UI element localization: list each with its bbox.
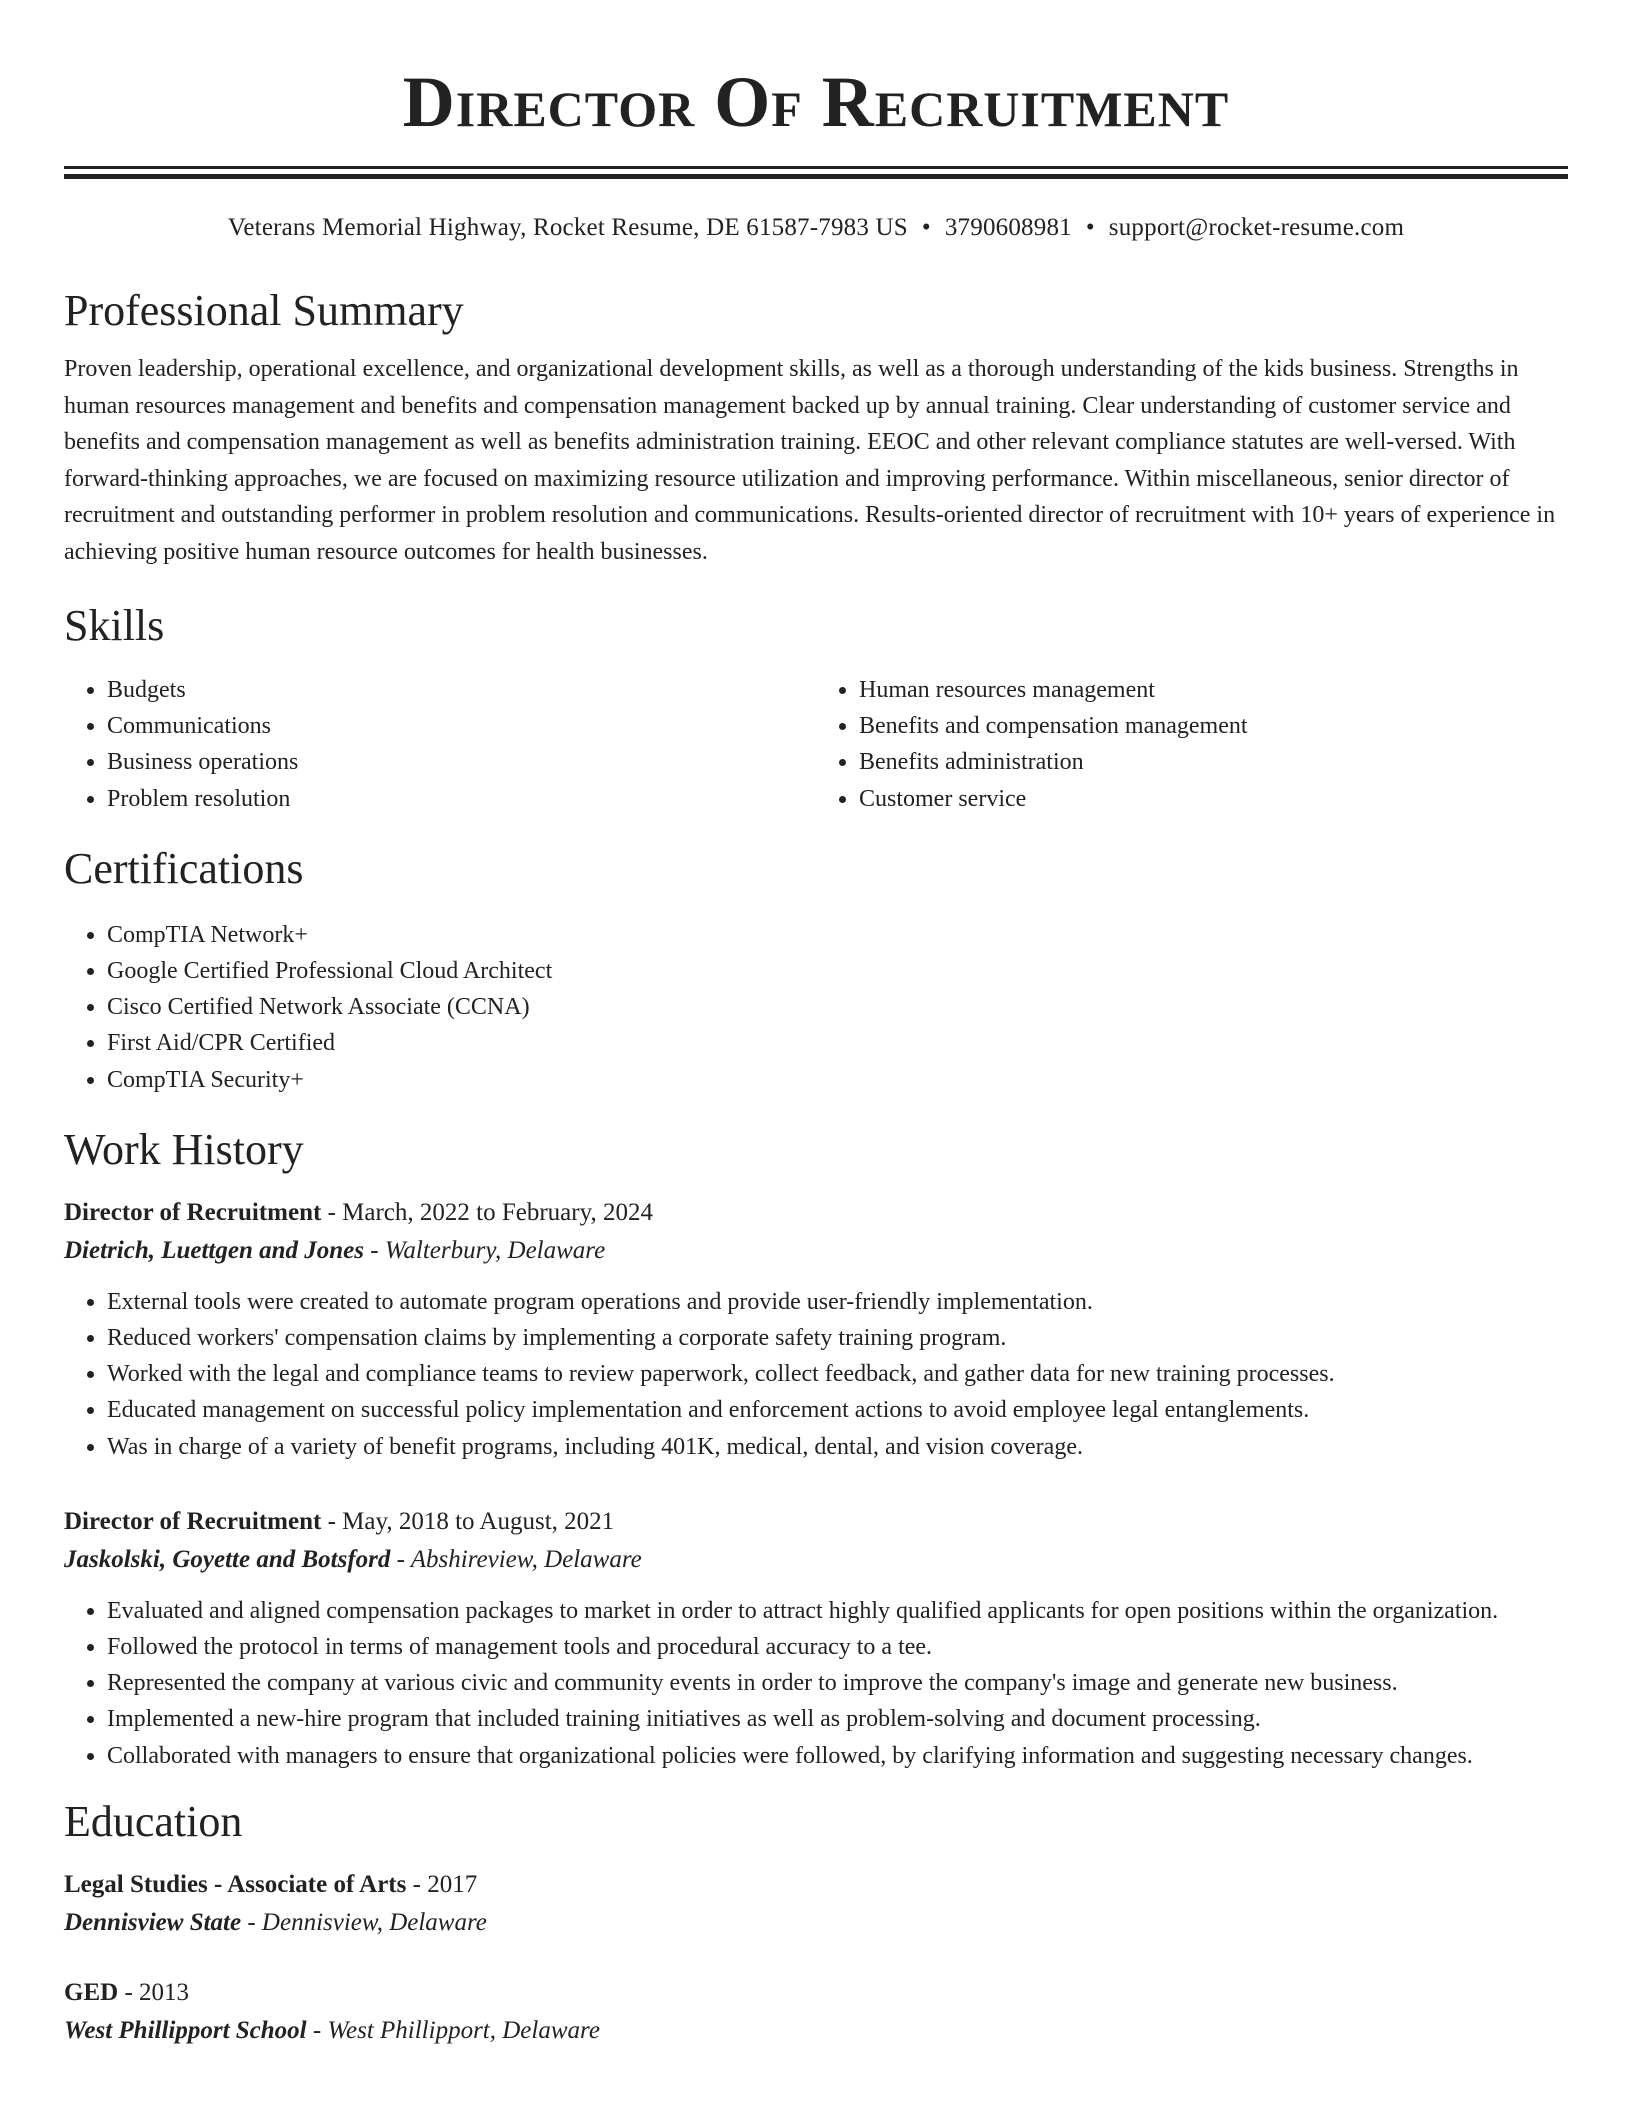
job-title-line <box>64 1503 1568 1541</box>
job-role: Director of Recruitment <box>64 1507 322 1535</box>
skill-item: • Problem resolution <box>107 781 816 817</box>
job-bullet: • Evaluated and aligned compensation packages to market in order to attract highly qualified applicants for open positions within the organization. <box>107 1593 1568 1629</box>
joiner: - <box>241 1908 262 1936</box>
job-dates: May, 2018 to August, 2021 <box>342 1507 615 1535</box>
skill-item: • Communications <box>107 708 816 744</box>
joiner: - <box>406 1870 428 1898</box>
work-history-heading: Work History <box>64 1124 304 1174</box>
skill-item: • Budgets <box>107 672 816 708</box>
job-bullet: • Collaborated with managers to ensure that organizational policies were followed, by clarifying information and suggesting necessary changes. <box>107 1738 1568 1774</box>
contact-phone: 3790608981 <box>944 214 1072 241</box>
contact-email: support@rocket-resume.com <box>1108 214 1405 241</box>
job-company: Dietrich, Luettgen and Jones <box>64 1236 365 1264</box>
joiner: - <box>118 1978 140 2006</box>
joiner: - <box>321 1198 343 1226</box>
job-bullet: • Represented the company at various civic and community events in order to improve the company's image and generate new business. <box>107 1665 1568 1701</box>
education-year: 2017 <box>427 1870 478 1898</box>
education-degree-line <box>64 1866 1568 1904</box>
job-bullet: • Worked with the legal and compliance teams to review paperwork, collect feedback, and gather data for new training processes. <box>107 1356 1568 1392</box>
contact-line <box>64 211 1568 245</box>
job-bullets <box>64 1593 1568 1774</box>
education-location: Dennisview, Delaware <box>261 1908 487 1936</box>
summary-text: Proven leadership, operational excellence, and organizational development skills, as well as a thorough understanding of the kids business. Strengths in human resources management and benefits and compensation management backed up by annual training. Clear understanding of customer service and benefits and compensation management as well as benefits administration training. EEOC and other relevant compliance statutes are well-versed. With forward-thinking approaches, we are focused on maximizing resource utilization and improving performance. Within miscellaneous, senior director of recruitment and outstanding performer in problem resolution and communications. Results-oriented director of recruitment with 10+ years of experience in achieving positive human resource outcomes for health businesses. <box>64 356 1556 565</box>
job-entry <box>64 1194 1568 1465</box>
certification-item: • Google Certified Professional Cloud Architect <box>107 953 1568 989</box>
joiner: - <box>306 2016 328 2044</box>
skill-item: • Benefits administration <box>859 744 1568 780</box>
job-company-line <box>64 1232 1568 1270</box>
joiner: - <box>321 1507 343 1535</box>
education-school-line <box>64 2012 1568 2050</box>
header-divider <box>64 166 1568 179</box>
education-school: Dennisview State <box>64 1908 242 1936</box>
job-bullet: • Reduced workers' compensation claims by implementing a corporate safety training program. <box>107 1320 1568 1356</box>
education-entry <box>64 1974 1568 2050</box>
skill-item: • Human resources management <box>859 672 1568 708</box>
education-entry <box>64 1866 1568 1942</box>
job-entry <box>64 1503 1568 1774</box>
job-dates: March, 2022 to February, 2024 <box>342 1198 653 1226</box>
education-degree-line <box>64 1974 1568 2012</box>
job-title-line <box>64 1194 1568 1232</box>
education-year: 2013 <box>139 1978 190 2006</box>
job-bullet: • Was in charge of a variety of benefit programs, including 401K, medical, dental, and vision coverage. <box>107 1429 1568 1465</box>
joiner: - <box>390 1545 411 1573</box>
job-bullet: • Implemented a new-hire program that included training initiatives as well as problem-solving and document processing. <box>107 1701 1568 1737</box>
skill-item: • Customer service <box>859 781 1568 817</box>
job-location: Abshireview, Delaware <box>410 1545 642 1573</box>
bullet-separator: • <box>921 214 931 241</box>
education-location: West Phillipport, Delaware <box>327 2016 600 2044</box>
job-bullet: • Followed the protocol in terms of management tools and procedural accuracy to a tee. <box>107 1629 1568 1665</box>
job-location: Walterbury, Delaware <box>384 1236 606 1264</box>
certifications-heading: Certifications <box>64 843 304 893</box>
skill-item: • Benefits and compensation management <box>859 708 1568 744</box>
summary-heading: Professional Summary <box>64 286 464 335</box>
job-company: Jaskolski, Goyette and Botsford <box>64 1545 391 1573</box>
skills-column-right <box>816 672 1568 817</box>
education-school: West Phillipport School <box>64 2016 307 2044</box>
joiner: - <box>364 1236 385 1264</box>
certification-item: • CompTIA Security+ <box>107 1062 1568 1098</box>
skills-column-left <box>64 672 816 817</box>
job-company-line <box>64 1541 1568 1579</box>
certification-item: • Cisco Certified Network Associate (CCNA) <box>107 989 1568 1025</box>
contact-address: Veterans Memorial Highway, Rocket Resume, DE 61587-7983 US <box>227 214 908 241</box>
education-school-line <box>64 1904 1568 1942</box>
page-title: Director Of Recruitment <box>402 62 1230 142</box>
certification-item: • First Aid/CPR Certified <box>107 1025 1568 1061</box>
education-heading: Education <box>64 1796 243 1846</box>
job-bullet: • External tools were created to automate program operations and provide user-friendly implementation. <box>107 1284 1568 1320</box>
certification-item: • CompTIA Network+ <box>107 917 1568 953</box>
skills-list <box>64 672 1568 817</box>
skills-heading: Skills <box>64 601 165 650</box>
job-bullet: • Educated management on successful policy implementation and enforcement actions to avoid employee legal entanglements. <box>107 1392 1568 1428</box>
job-bullets <box>64 1284 1568 1465</box>
education-degree: GED <box>64 1978 119 2006</box>
certifications-list <box>64 917 1568 1098</box>
job-role: Director of Recruitment <box>64 1198 322 1226</box>
bullet-separator: • <box>1085 214 1095 241</box>
skill-item: • Business operations <box>107 744 816 780</box>
education-degree: Legal Studies - Associate of Arts <box>64 1870 407 1898</box>
